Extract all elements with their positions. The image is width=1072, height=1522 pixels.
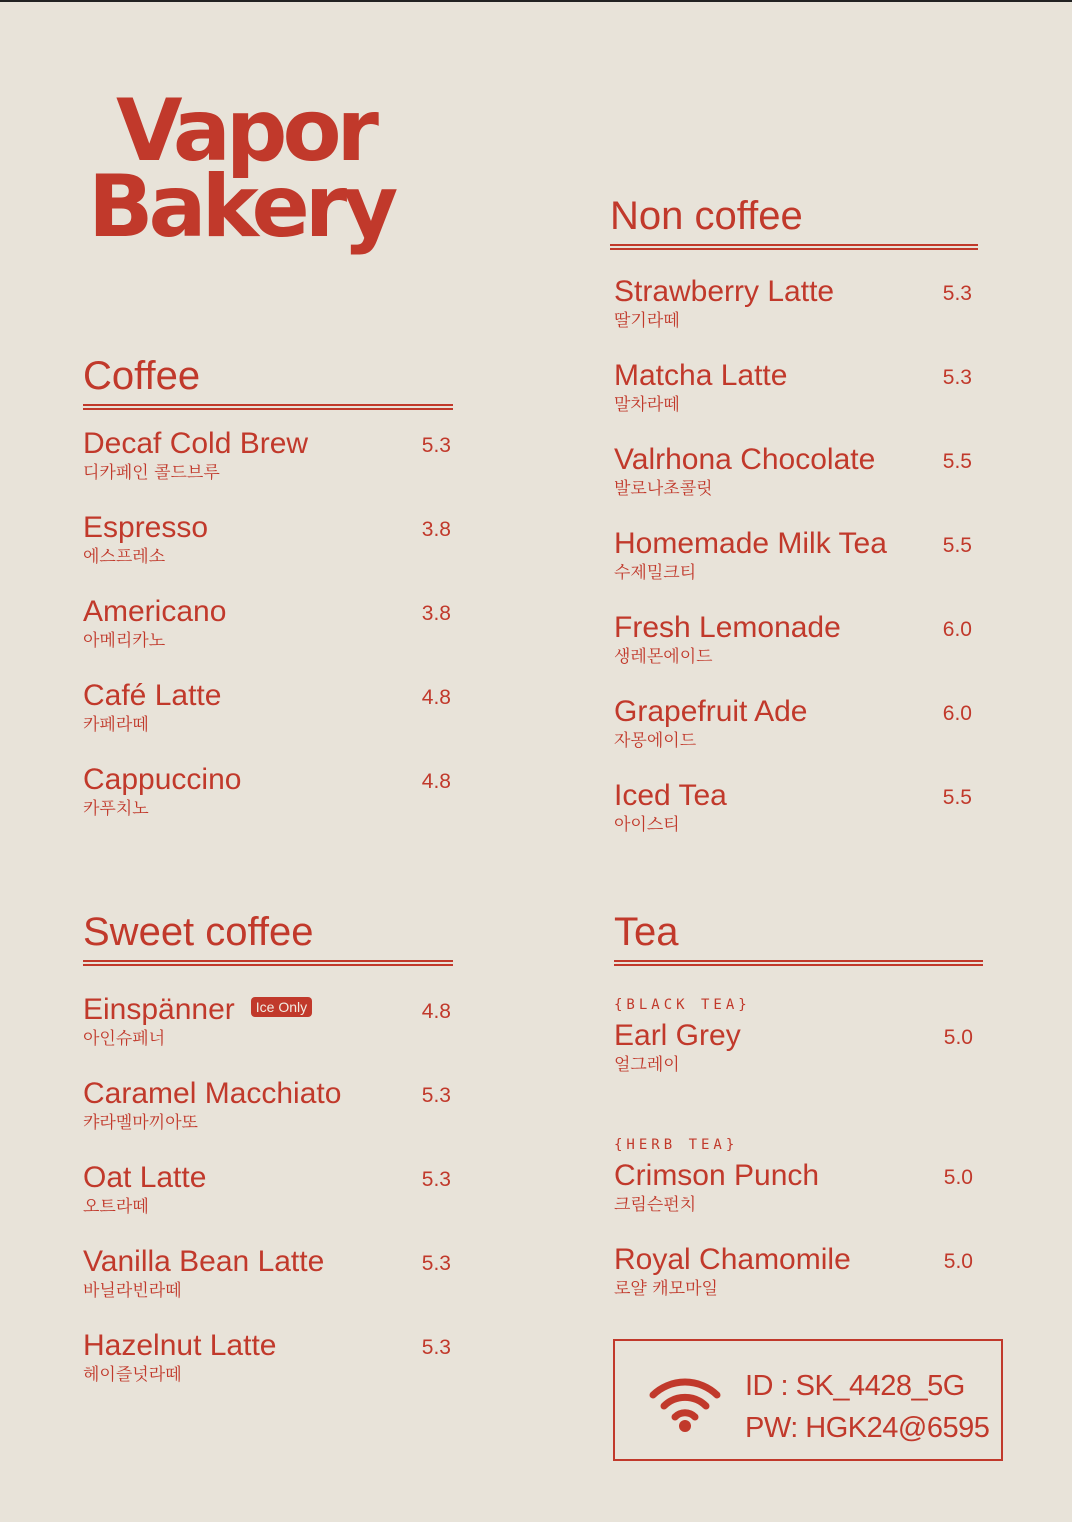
tea-section bbox=[614, 912, 983, 1326]
sweet-coffee-section bbox=[83, 912, 453, 1412]
item-price: 5.3 bbox=[421, 1084, 451, 1107]
item-name: Strawberry Latte bbox=[614, 275, 835, 308]
item-korean-name: 오트라떼 bbox=[83, 1197, 149, 1217]
item-price: 5.3 bbox=[421, 1336, 451, 1359]
menu-item bbox=[614, 442, 974, 526]
item-korean-name: 에스프레소 bbox=[83, 547, 166, 567]
menu-item bbox=[614, 694, 974, 778]
item-price: 4.8 bbox=[421, 686, 451, 709]
coffee-section bbox=[83, 356, 453, 846]
ice-only-badge: Ice Only bbox=[251, 997, 312, 1017]
item-price: 5.3 bbox=[942, 366, 972, 389]
item-name: Decaf Cold Brew bbox=[83, 427, 309, 460]
section-title: Tea bbox=[614, 912, 983, 962]
item-korean-name: 카푸치노 bbox=[83, 799, 149, 819]
logo-line-1: Vapor bbox=[116, 81, 374, 181]
menu-item bbox=[83, 992, 453, 1076]
item-name: Einspänner bbox=[83, 993, 235, 1026]
item-korean-name: 딸기라떼 bbox=[614, 311, 680, 331]
item-name: Hazelnut Latte bbox=[83, 1329, 277, 1362]
item-price: 5.3 bbox=[421, 1168, 451, 1191]
item-korean-name: 로얄 캐모마일 bbox=[614, 1279, 718, 1299]
item-name: Grapefruit Ade bbox=[614, 695, 808, 728]
item-korean-name: 캬라멜마끼아또 bbox=[83, 1113, 198, 1133]
item-korean-name: 말차라떼 bbox=[614, 395, 680, 415]
menu-item bbox=[614, 358, 974, 442]
item-name: Iced Tea bbox=[614, 779, 727, 812]
item-korean-name: 헤이즐넛라떼 bbox=[83, 1365, 182, 1385]
item-korean-name: 얼그레이 bbox=[614, 1055, 680, 1075]
black-tea-label: {BLACK TEA} bbox=[614, 997, 751, 1013]
menu-item bbox=[83, 1076, 453, 1160]
item-price: 6.0 bbox=[942, 618, 972, 641]
item-name: Americano bbox=[83, 595, 227, 628]
item-price: 3.8 bbox=[421, 518, 451, 541]
item-price: 4.8 bbox=[421, 770, 451, 793]
item-korean-name: 바닐라빈라떼 bbox=[83, 1281, 182, 1301]
item-name: Crimson Punch bbox=[614, 1159, 820, 1192]
menu-item bbox=[83, 426, 453, 510]
item-name: Earl Grey bbox=[614, 1019, 741, 1052]
wifi-info-box bbox=[613, 1339, 1003, 1461]
item-name: Café Latte bbox=[83, 679, 222, 712]
item-price: 5.0 bbox=[943, 1166, 973, 1189]
item-price: 6.0 bbox=[942, 702, 972, 725]
menu-item bbox=[83, 594, 453, 678]
item-name: Valrhona Chocolate bbox=[614, 443, 876, 476]
wifi-password: PW: HGK24@6595 bbox=[745, 1412, 990, 1444]
menu-item bbox=[614, 1242, 975, 1326]
section-title: Non coffee bbox=[610, 196, 978, 246]
menu-item bbox=[614, 778, 974, 862]
section-title: Sweet coffee bbox=[83, 912, 453, 962]
item-name: Caramel Macchiato bbox=[83, 1077, 342, 1110]
menu-item bbox=[614, 274, 974, 358]
item-price: 5.0 bbox=[943, 1250, 973, 1273]
menu-item bbox=[83, 762, 453, 846]
item-korean-name: 크림슨펀치 bbox=[614, 1195, 697, 1215]
menu-item bbox=[614, 1158, 975, 1242]
menu-item bbox=[83, 1328, 453, 1412]
item-korean-name: 수제밀크티 bbox=[614, 563, 697, 583]
item-name: Fresh Lemonade bbox=[614, 611, 841, 644]
item-name: Espresso bbox=[83, 511, 209, 544]
item-korean-name: 아인슈페너 bbox=[83, 1029, 166, 1049]
menu-item bbox=[614, 1018, 975, 1132]
item-korean-name: 발로나초콜릿 bbox=[614, 479, 713, 499]
item-price: 5.5 bbox=[942, 534, 972, 557]
item-korean-name: 자몽에이드 bbox=[614, 731, 697, 751]
herb-tea-label: {HERB TEA} bbox=[614, 1137, 739, 1153]
menu-item bbox=[83, 510, 453, 594]
logo-line-2: Bakery bbox=[88, 156, 394, 257]
item-price: 4.8 bbox=[421, 1000, 451, 1023]
section-title: Coffee bbox=[83, 356, 453, 406]
item-name: Royal Chamomile bbox=[614, 1243, 851, 1276]
logo bbox=[88, 81, 394, 257]
item-price: 5.3 bbox=[421, 1252, 451, 1275]
item-korean-name: 아이스티 bbox=[614, 815, 680, 835]
item-korean-name: 카페라떼 bbox=[83, 715, 149, 735]
item-korean-name: 아메리카노 bbox=[83, 631, 166, 651]
item-name: Cappuccino bbox=[83, 763, 242, 796]
wifi-id: ID : SK_4428_5G bbox=[745, 1370, 965, 1402]
wifi-icon bbox=[649, 1371, 721, 1437]
menu-item bbox=[614, 610, 974, 694]
item-korean-name: 디카페인 콜드브루 bbox=[83, 463, 220, 483]
menu-item bbox=[83, 1244, 453, 1328]
item-price: 5.0 bbox=[943, 1026, 973, 1049]
menu-item bbox=[83, 678, 453, 762]
item-name: Homemade Milk Tea bbox=[614, 527, 887, 560]
item-price: 5.5 bbox=[942, 450, 972, 473]
item-price: 5.3 bbox=[421, 434, 451, 457]
menu-item bbox=[614, 526, 974, 610]
item-name: Matcha Latte bbox=[614, 359, 788, 392]
item-price: 5.5 bbox=[942, 786, 972, 809]
non-coffee-section bbox=[610, 196, 978, 862]
item-korean-name: 생레몬에이드 bbox=[614, 647, 713, 667]
item-name: Vanilla Bean Latte bbox=[83, 1245, 325, 1278]
menu-item bbox=[83, 1160, 453, 1244]
item-name: Oat Latte bbox=[83, 1161, 207, 1194]
item-price: 5.3 bbox=[942, 282, 972, 305]
item-price: 3.8 bbox=[421, 602, 451, 625]
